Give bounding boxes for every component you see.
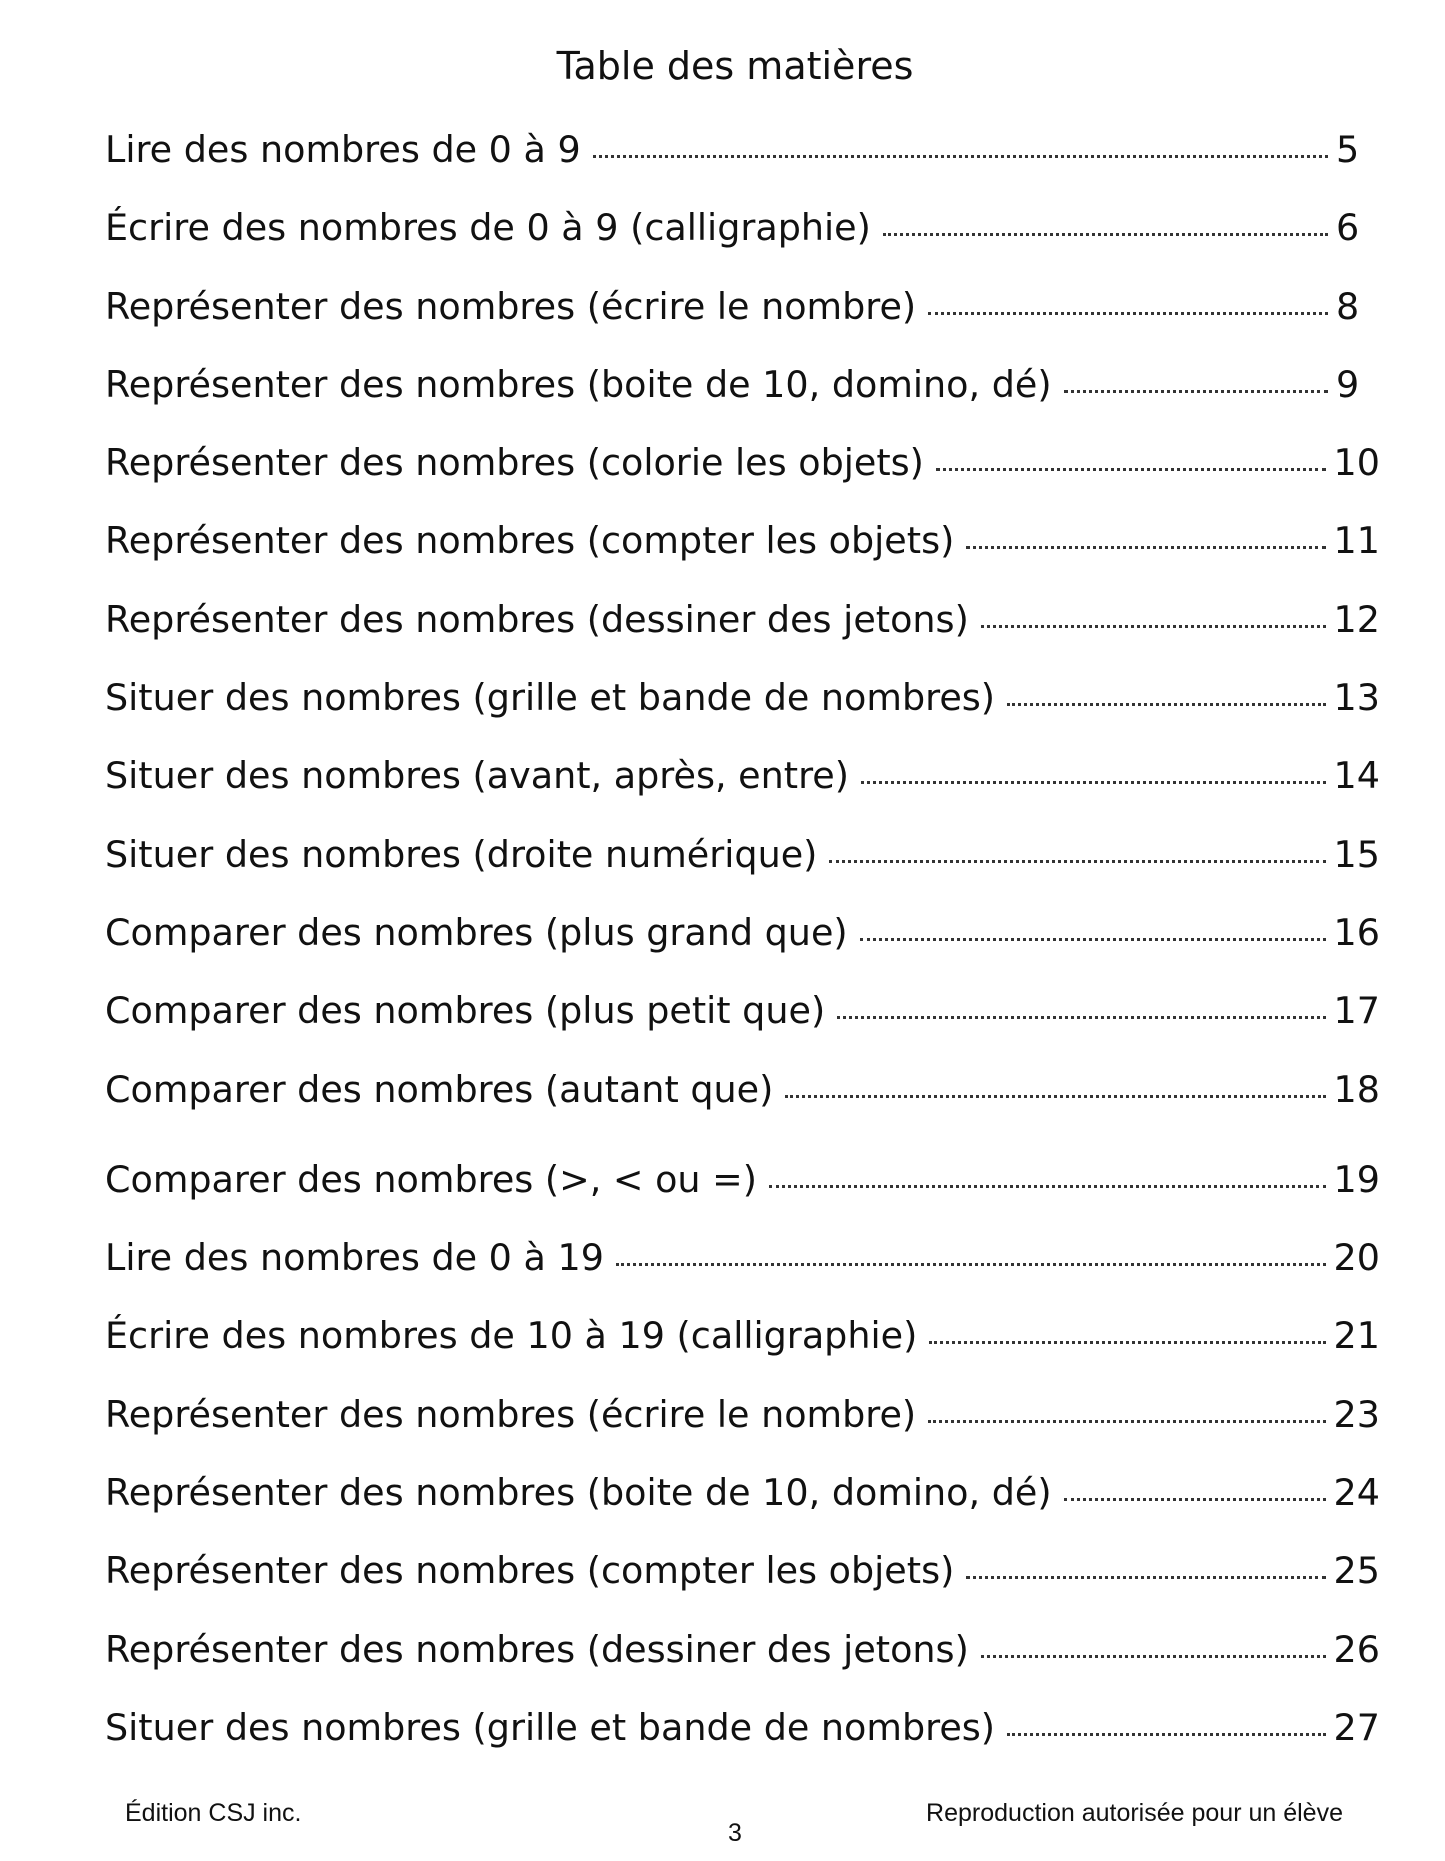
dot-leader <box>928 1420 1325 1423</box>
dot-leader <box>861 781 1326 784</box>
toc-entry-page: 9 <box>1336 362 1360 406</box>
toc-entry[interactable] <box>105 1314 1380 1392</box>
dot-leader <box>936 468 1326 471</box>
toc-entry[interactable] <box>105 1628 1380 1706</box>
toc-entry-title: Représenter des nombres (dessiner des jetons) <box>105 1627 969 1671</box>
toc-entry-page: 17 <box>1333 989 1380 1033</box>
toc-entry-page: 19 <box>1333 1157 1380 1201</box>
toc-entry[interactable] <box>105 833 1380 911</box>
toc-entry[interactable] <box>105 1706 1380 1784</box>
toc-entry[interactable] <box>105 676 1380 754</box>
dot-leader <box>829 860 1325 863</box>
dot-leader <box>837 1016 1325 1019</box>
toc-entry-title: Représenter des nombres (boite de 10, domino, dé) <box>105 1471 1052 1515</box>
page-title: Table des matières <box>556 44 914 88</box>
footer-rights: Reproduction autorisée pour un élève <box>926 1799 1343 1827</box>
toc-entry-page: 14 <box>1333 754 1380 798</box>
toc-entry-page: 11 <box>1333 519 1380 563</box>
toc-entry[interactable] <box>105 1471 1380 1549</box>
dot-leader <box>1064 1498 1326 1501</box>
dot-leader <box>1064 390 1328 393</box>
toc-entry-title: Lire des nombres de 0 à 9 <box>105 128 581 171</box>
dot-leader <box>981 1655 1326 1658</box>
toc-entry[interactable] <box>105 1549 1380 1627</box>
toc-entry[interactable] <box>105 754 1380 832</box>
table-of-contents <box>105 128 1380 1784</box>
toc-entry-page: 23 <box>1333 1392 1380 1436</box>
dot-leader <box>1007 1733 1326 1736</box>
dot-leader <box>981 625 1326 628</box>
dot-leader <box>883 233 1328 236</box>
toc-entry-title: Situer des nombres (droite numérique) <box>105 832 818 876</box>
toc-entry[interactable] <box>105 1068 1380 1146</box>
toc-entry-title: Comparer des nombres (autant que) <box>105 1067 774 1111</box>
toc-entry-page: 12 <box>1333 597 1380 641</box>
dot-leader <box>593 155 1328 158</box>
dot-leader <box>785 1095 1325 1098</box>
dot-leader <box>769 1185 1326 1188</box>
toc-entry-title: Écrire des nombres de 10 à 19 (calligraphie) <box>105 1314 918 1358</box>
dot-leader <box>929 1341 1325 1344</box>
toc-entry-title: Représenter des nombres (colorie les objets) <box>105 441 924 485</box>
toc-entry-title: Représenter des nombres (compter les objets) <box>105 1549 955 1593</box>
toc-entry-title: Représenter des nombres (écrire le nombre) <box>105 284 917 328</box>
toc-entry-page: 5 <box>1336 128 1360 171</box>
toc-entry-title: Situer des nombres (avant, après, entre) <box>105 754 849 798</box>
dot-leader <box>928 312 1328 315</box>
toc-entry[interactable] <box>105 1158 1380 1236</box>
footer-publisher: Édition CSJ inc. <box>125 1799 302 1827</box>
toc-entry[interactable] <box>105 989 1380 1067</box>
toc-entry-title: Représenter des nombres (boite de 10, domino, dé) <box>105 362 1052 406</box>
toc-entry[interactable] <box>105 1236 1380 1314</box>
toc-entry-page: 16 <box>1333 910 1380 954</box>
toc-entry-page: 13 <box>1333 676 1380 720</box>
toc-entry[interactable] <box>105 598 1380 676</box>
toc-entry-title: Représenter des nombres (écrire le nombre) <box>105 1392 917 1436</box>
footer-page-number: 3 <box>728 1819 742 1847</box>
toc-entry[interactable] <box>105 128 1380 206</box>
toc-entry-page: 18 <box>1333 1067 1380 1111</box>
toc-entry-page: 8 <box>1336 284 1360 328</box>
toc-entry-title: Situer des nombres (grille et bande de nombres) <box>105 1705 996 1749</box>
dot-leader <box>616 1263 1326 1266</box>
toc-entry-title: Écrire des nombres de 0 à 9 (calligraphie) <box>105 206 871 250</box>
toc-entry-title: Comparer des nombres (plus grand que) <box>105 910 848 954</box>
toc-entry-page: 26 <box>1333 1627 1380 1671</box>
toc-entry-title: Représenter des nombres (dessiner des jetons) <box>105 597 969 641</box>
toc-entry-page: 21 <box>1333 1314 1380 1358</box>
toc-entry-page: 25 <box>1333 1549 1380 1593</box>
dot-leader <box>860 938 1326 941</box>
toc-entry-page: 10 <box>1333 441 1380 485</box>
dot-leader <box>966 546 1325 549</box>
toc-entry[interactable] <box>105 519 1380 597</box>
toc-entry-title: Situer des nombres (grille et bande de nombres) <box>105 676 996 720</box>
toc-entry[interactable] <box>105 911 1380 989</box>
toc-entry-page: 15 <box>1333 832 1380 876</box>
dot-leader <box>1007 703 1326 706</box>
toc-entry[interactable] <box>105 1393 1380 1471</box>
toc-entry-page: 27 <box>1333 1705 1380 1749</box>
toc-entry[interactable] <box>105 285 1380 363</box>
toc-entry-page: 6 <box>1336 206 1360 250</box>
dot-leader <box>966 1576 1325 1579</box>
toc-entry-page: 24 <box>1333 1471 1380 1515</box>
toc-entry-title: Lire des nombres de 0 à 19 <box>105 1236 604 1280</box>
toc-entry[interactable] <box>105 206 1380 284</box>
toc-entry[interactable] <box>105 363 1380 441</box>
toc-entry-title: Comparer des nombres (plus petit que) <box>105 989 826 1033</box>
page-footer <box>0 1781 1445 1861</box>
toc-entry[interactable] <box>105 441 1380 519</box>
toc-entry-page: 20 <box>1333 1236 1380 1280</box>
toc-entry-title: Comparer des nombres (>, < ou =) <box>105 1157 757 1201</box>
toc-entry-title: Représenter des nombres (compter les objets) <box>105 519 955 563</box>
